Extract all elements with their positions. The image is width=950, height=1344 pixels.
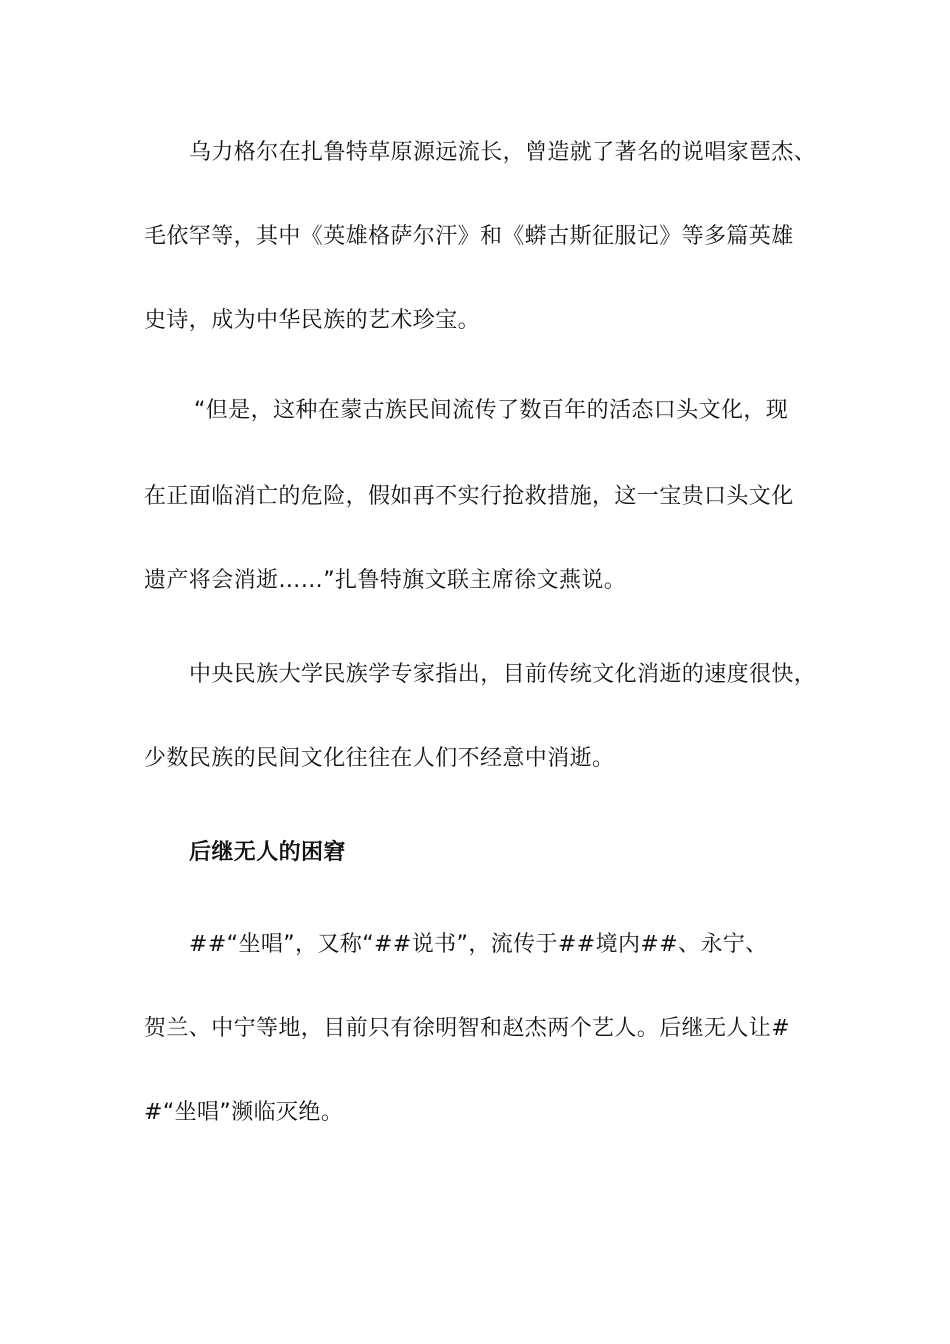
paragraph-1-line-3: 史诗，成为中华民族的艺术珍宝。 <box>144 308 481 333</box>
paragraph-4-line-1: ##“坐唱”，又称“##说书”，流传于##境内##、永宁、 <box>189 932 768 957</box>
paragraph-2-line-2: 在正面临消亡的危险，假如再不实行抢救措施，这一宝贵口头文化 <box>144 484 794 509</box>
paragraph-4-line-2: 贺兰、中宁等地，目前只有徐明智和赵杰两个艺人。后继无人让# <box>144 1016 791 1041</box>
paragraph-4-line-3: #“坐唱”濒临灭绝。 <box>144 1100 344 1125</box>
paragraph-2-line-3: 遗产将会消逝……”扎鲁特旗文联主席徐文燕说。 <box>144 568 627 593</box>
paragraph-3-line-1: 中央民族大学民族学专家指出，目前传统文化消逝的速度很快， <box>189 662 817 687</box>
paragraph-3-line-2: 少数民族的民间文化往往在人们不经意中消逝。 <box>144 746 615 771</box>
paragraph-1-line-1: 乌力格尔在扎鲁特草原源远流长，曾造就了著名的说唱家琶杰、 <box>189 140 817 165</box>
paragraph-1-line-2: 毛依罕等，其中《英雄格萨尔汗》和《蟒古斯征服记》等多篇英雄 <box>144 224 794 249</box>
section-heading: 后继无人的困窘 <box>189 840 346 865</box>
paragraph-2-line-1: “但是，这种在蒙古族民间流传了数百年的活态口头文化，现 <box>194 398 789 423</box>
